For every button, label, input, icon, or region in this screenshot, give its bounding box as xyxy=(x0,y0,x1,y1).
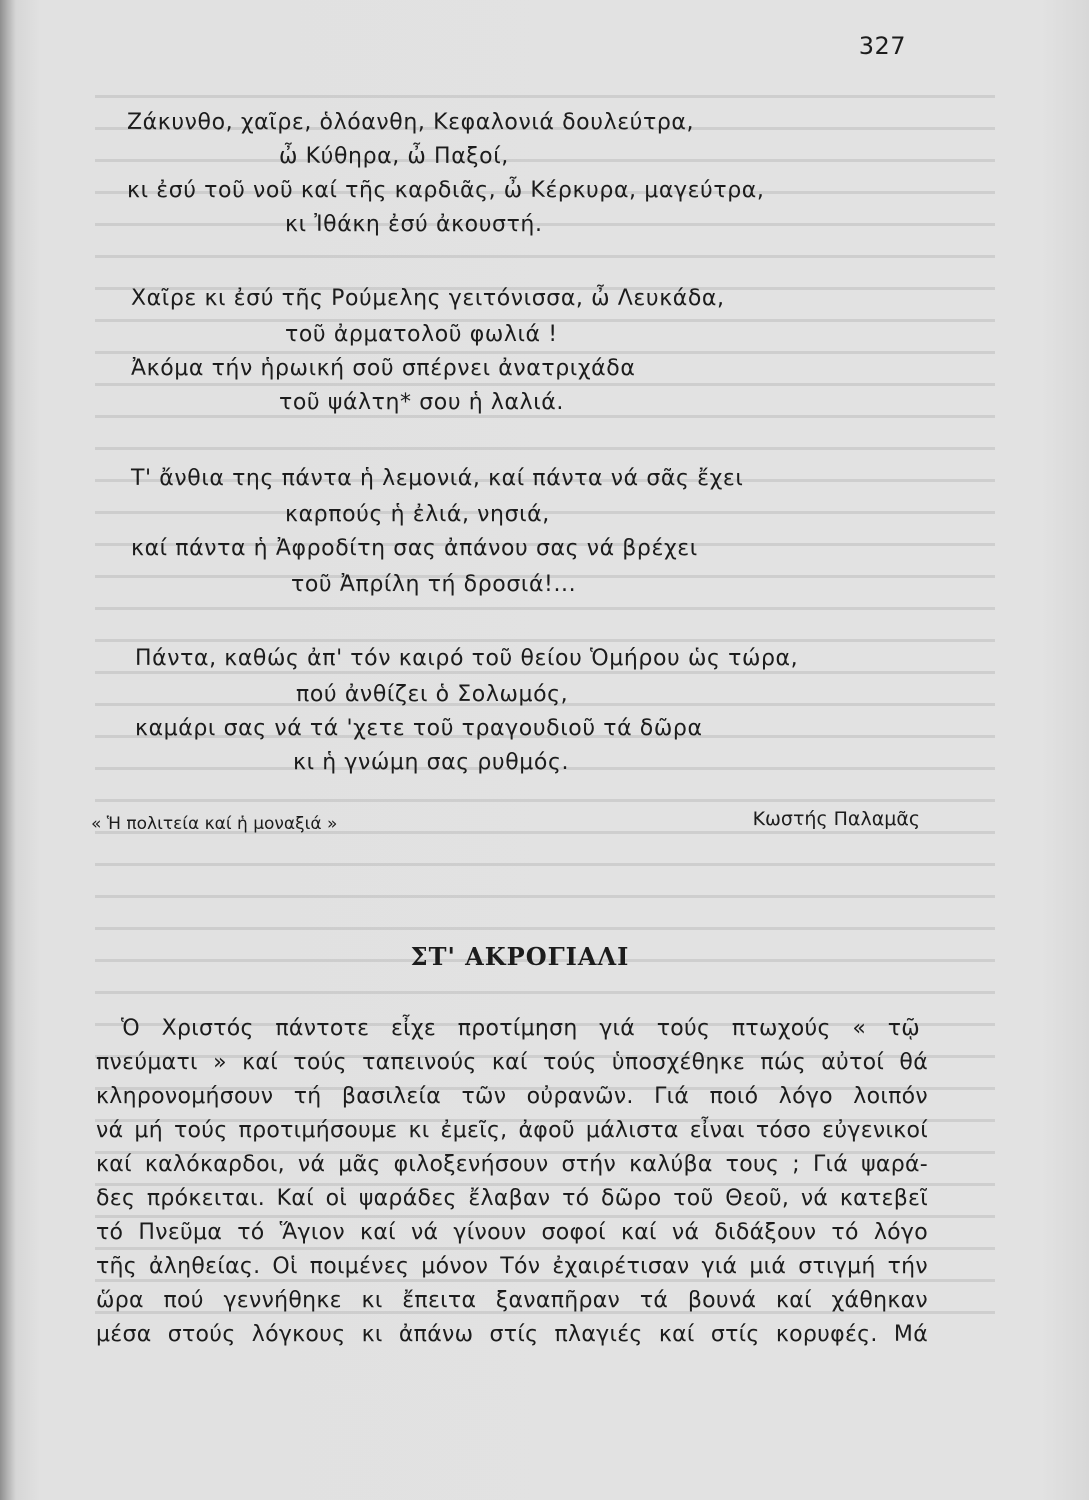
poem-line: τοῦ ἀρματολοῦ φωλιά ! xyxy=(285,322,558,347)
poem-line: κι ἐσύ τοῦ νοῦ καί τῆς καρδιᾶς, ὦ Κέρκυρα, μαγεύτρα, xyxy=(127,178,765,203)
poem-line: ὦ Κύθηρα, ὦ Παξοί, xyxy=(279,144,509,169)
poem-line: Χαῖρε κι ἐσύ τῆς Ρούμελης γειτόνισσα, ὦ Λευκάδα, xyxy=(131,286,725,311)
poem-line: καί πάντα ἡ Ἀφροδίτη σας ἀπάνου σας νά βρέχει xyxy=(131,536,698,561)
poem-line: καμάρι σας νά τά 'χετε τοῦ τραγουδιοῦ τά δῶρα xyxy=(135,716,703,741)
poem-line: τοῦ ψάλτη* σου ἡ λαλιά. xyxy=(279,390,564,415)
poem-line: Ζάκυνθο, χαῖρε, ὁλόανθη, Κεφαλονιά δουλεύτρα, xyxy=(127,110,695,135)
poem-line: Πάντα, καθώς ἀπ' τόν καιρό τοῦ θείου Ὁμήρου ὡς τώρα, xyxy=(135,646,799,671)
paragraph-line: ὥρα πού γεννήθηκε κι ἔπειτα ξαναπῆραν τά βουνά καί χάθηκαν xyxy=(96,1288,928,1313)
paragraph-line: καί καλόκαρδοι, νά μᾶς φιλοξενήσουν στήν καλύβα τους ; Γιά ψαρά- xyxy=(96,1152,928,1177)
poem-line: Τ' ἄνθια της πάντα ἡ λεμονιά, καί πάντα νά σᾶς ἔχει xyxy=(131,466,744,491)
poem-line: κι Ἰθάκη ἐσύ ἀκουστή. xyxy=(285,212,543,237)
poem-line: πού ἀνθίζει ὁ Σολωμός, xyxy=(296,682,569,707)
paragraph-line: δες πρόκειται. Καί οἱ ψαράδες ἔλαβαν τό δῶρο τοῦ Θεοῦ, νά κατεβεῖ xyxy=(96,1186,928,1211)
paragraph-line: μέσα στούς λόγκους κι ἀπάνω στίς πλαγιές καί στίς κορυφές. Μά xyxy=(96,1322,928,1347)
poem-source: « Ἡ πολιτεία καί ἡ μοναξιά » xyxy=(91,814,338,834)
paragraph-line: τό Πνεῦμα τό Ἅγιον καί νά γίνουν σοφοί καί νά διδάξουν τό λόγο xyxy=(96,1220,928,1245)
poem-line: κι ἡ γνώμη σας ρυθμός. xyxy=(293,750,570,775)
page-number: 327 xyxy=(858,32,906,60)
poem-author: Κωστής Παλαμᾶς xyxy=(752,808,920,830)
paragraph-line: Ὁ Χριστός πάντοτε εἶχε προτίμηση γιά τούς πτωχούς « τῷ xyxy=(121,1016,920,1041)
paragraph-line: κληρονομήσουν τή βασιλεία τῶν οὐρανῶν. Γιά ποιό λόγο λοιπόν xyxy=(96,1084,928,1109)
poem-line: Ἀκόμα τήν ἡρωική σοῦ σπέρνει ἀνατριχάδα xyxy=(131,356,636,381)
paragraph-line: τῆς ἀληθείας. Οἱ ποιμένες μόνον Τόν ἐχαιρέτισαν γιά μιά στιγμή τήν xyxy=(96,1254,928,1279)
poem-line: τοῦ Ἀπρίλη τή δροσιά!... xyxy=(291,572,577,597)
poem-line: καρπούς ἡ ἐλιά, νησιά, xyxy=(285,502,550,527)
paragraph-line: πνεύματι » καί τούς ταπεινούς καί τούς ὑποσχέθηκε πώς αὐτοί θά xyxy=(96,1050,928,1075)
section-title: ΣΤ' ΑΚΡΟΓΙΑΛΙ xyxy=(410,942,630,971)
paragraph-line: νά μή τούς προτιμήσουμε κι ἐμεῖς, ἀφοῦ μάλιστα εἶναι τόσο εὐγενικοί xyxy=(96,1118,928,1143)
